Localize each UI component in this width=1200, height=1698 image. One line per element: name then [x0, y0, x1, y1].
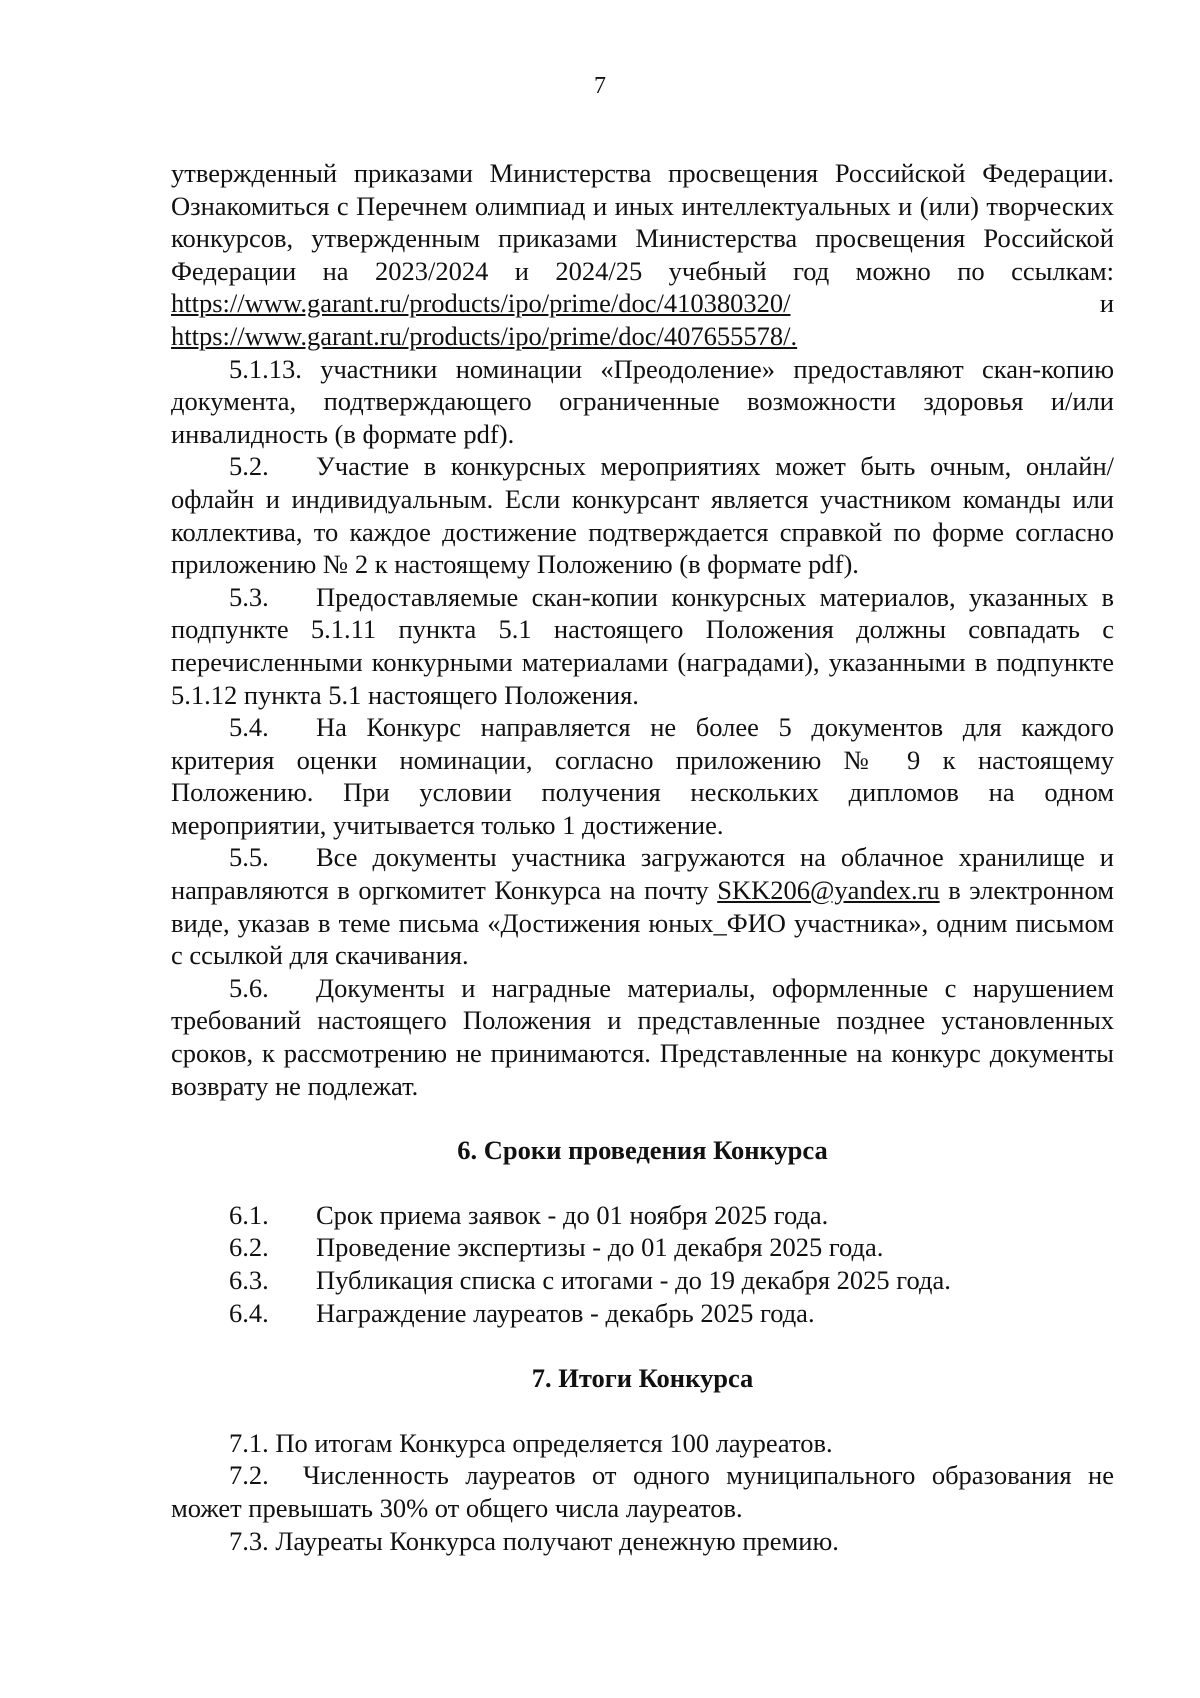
clause-text: Численность лауреатов от одного муниципального образования не может превышать 30% от общего числа лауреатов. [171, 1460, 1114, 1523]
clause-5-2 [171, 450, 1114, 580]
clause-7-2 [171, 1459, 1114, 1524]
clause-7-3: 7.3. Лауреаты Конкурса получают денежную премию. [229, 1525, 839, 1556]
term-item [171, 1297, 1114, 1330]
clause-number: 5.6. [229, 972, 269, 1003]
term-text: Проведение экспертизы - до 01 декабря 2025 года. [316, 1232, 884, 1263]
clause-text: участники номинации «Преодоление» предоставляют скан-копию документа, подтверждающего ограниченные возможности здоровья и/или инвалидность (в формате pdf). [171, 353, 1114, 449]
section-6-heading: 6. Сроки проведения Конкурса [457, 1135, 828, 1166]
page-number: 7 [594, 73, 606, 99]
term-item [171, 1264, 1114, 1297]
clause-text: Документы и наградные материалы, оформленные с нарушением требований настоящего Положения и представленные позднее установленных сроков, к рассмотрению не принимаются. Представленные на конкурс документы возврату не подлежат. [171, 972, 1114, 1101]
clause-5-1-13 [171, 353, 1114, 451]
term-item [171, 1231, 1114, 1264]
clause-number: 5.4. [229, 712, 269, 743]
clause-number: 5.2. [229, 451, 269, 482]
term-text: Срок приема заявок - до 01 ноября 2025 года. [316, 1199, 829, 1230]
clause-number: 5.5. [229, 842, 269, 873]
term-number: 6.3. [229, 1265, 269, 1295]
section-7-heading: 7. Итоги Конкурса [531, 1363, 754, 1394]
email-link[interactable]: SKK206@yandex.ru [717, 875, 940, 906]
intro-conjunction: и [790, 288, 1114, 319]
intro-text: утвержденный приказами Министерства просвещения Российской Федерации. Ознакомиться с Перечнем олимпиад и иных интеллектуальных и (или) творческих конкурсов, утвержденным приказами Министерства просвещения Российской Федерации на 2023/2024 и 2024/25 учебный год можно по ссылкам: [171, 158, 1114, 286]
clause-number: 7.2. [229, 1460, 269, 1491]
clause-text-continued: в электронном виде, указав в теме письма «Достижения юных_ФИО участника», одним письмом с ссылкой для скачивания. [171, 875, 1114, 971]
clause-number: 5.1.13. [229, 353, 302, 384]
clause-5-4 [171, 711, 1114, 841]
section-6-list [171, 1199, 1114, 1329]
term-number: 6.2. [229, 1232, 269, 1263]
document-body [171, 157, 1114, 1557]
clause-text: Все документы участника загружаются на облачное хранилище и направляются в оргкомитет Конкурса на почту [171, 842, 1114, 906]
clause-5-3 [171, 581, 1114, 711]
clause-number: 5.3. [229, 581, 269, 612]
clause-7-1: 7.1. По итогам Конкурса определяется 100 лауреатов. [229, 1427, 833, 1458]
clause-text: На Конкурс направляется не более 5 документов для каждого критерия оценки номинации, согласно приложению № 9 к настоящему Положению. При условии получения нескольких дипломов на одном мероприятии, учитывается только 1 достижение. [171, 712, 1114, 840]
clause-5-6 [171, 972, 1114, 1102]
garant-link-1[interactable]: https://www.garant.ru/products/ipo/prime/doc/410380320/ [171, 288, 791, 319]
term-number: 6.4. [229, 1297, 269, 1328]
clause-5-5 [171, 841, 1114, 971]
term-item [171, 1199, 1114, 1232]
term-text: Награждение лауреатов - декабрь 2025 года. [316, 1297, 815, 1328]
clause-text: Предоставляемые скан-копии конкурсных материалов, указанных в подпункте 5.1.11 пункта 5.1 настоящего Положения должны совпадать с перечисленными конкурными материалами (наградами), указанными в подпункте 5.1.12 пункта 5.1 настоящего Положения. [171, 581, 1114, 710]
garant-link-2[interactable]: https://www.garant.ru/products/ipo/prime/doc/407655578/. [171, 320, 798, 351]
intro-paragraph [171, 157, 1114, 353]
clause-text: Участие в конкурсных мероприятиях может быть очным, онлайн/офлайн и индивидуальным. Если конкурсант является участником команды или коллектива, то каждое достижение подтверждается справкой по форме согласно приложению № 2 к настоящему Положению (в формате pdf). [171, 451, 1114, 580]
term-text: Публикация списка с итогами - до 19 декабря 2025 года. [316, 1265, 951, 1295]
term-number: 6.1. [229, 1199, 269, 1230]
